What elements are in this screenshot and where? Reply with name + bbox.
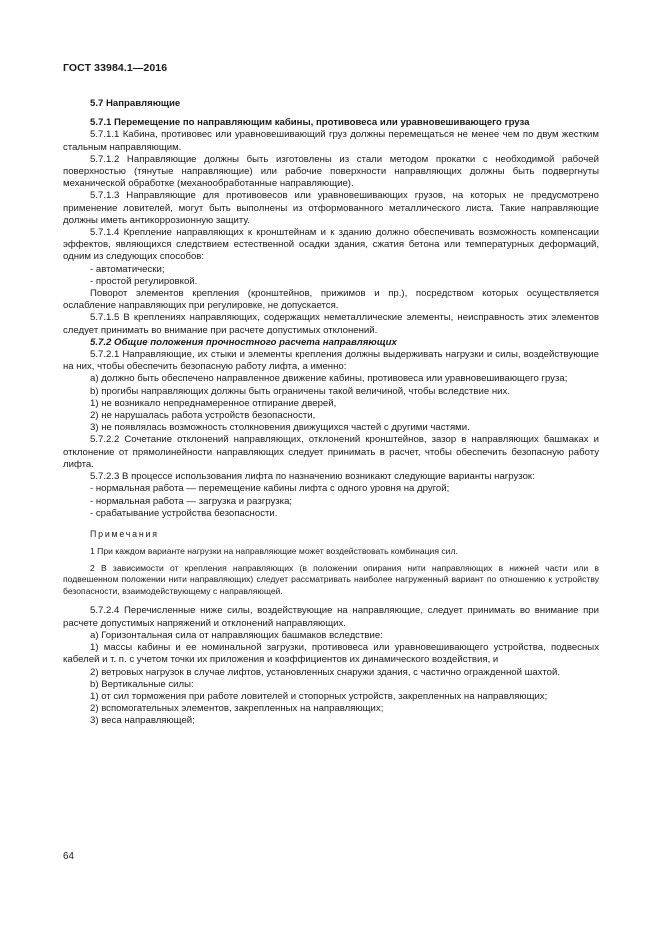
- paragraph: 5.7.1.1 Кабина, противовес или уравновешивающий груз должны перемещаться не менее чем по двум жестким стальным направляющим.: [63, 129, 599, 153]
- list-item: b) прогибы направляющих должны быть ограничены такой величиной, чтобы вследствие них.: [90, 385, 510, 397]
- note-item: 1 При каждом варианте нагрузки на направляющие может воздействовать комбинация сил.: [90, 546, 458, 557]
- paragraph: 5.7.1.2 Направляющие должны быть изготовлены из стали методом прокатки с необходимой рабочей поверхностью (тянутые направляющие) или рабочие поверхности направляющих должны быть подвергнуты механической обработке (механообработанные направляющие).: [63, 153, 599, 190]
- list-item: 1) массы кабины и ее номинальной загрузки, противовеса или уравновешивающего устройства, подвесных кабелей и т. п. с учетом точки их приложения и коэффициентов их динамического воздействия, и: [63, 642, 599, 666]
- list-item: 2) ветровых нагрузок в случае лифтов, установленных снаружи здания, с частично огражденной шахтой.: [90, 666, 560, 678]
- paragraph: 5.7.1.3 Направляющие для противовесов или уравновешивающих грузов, на которых не предусмотрено применение ловителей, могут быть выполнены из отформованного металлического листа. Такие направляющие должны иметь антикоррозионную защиту.: [63, 190, 599, 226]
- list-item: 3) веса направляющей;: [90, 715, 195, 727]
- paragraph: Поворот элементов крепления (кронштейнов, прижимов и пр.), посредством которых осуществляется ослабление направляющих при регулировке, не допускается.: [63, 288, 599, 312]
- page-number: 64: [63, 851, 74, 862]
- section-title: 5.7 Направляющие: [90, 98, 181, 109]
- list-item: a) должно быть обеспечено направленное движение кабины, противовеса или уравновешивающего груза;: [90, 373, 568, 385]
- list-item: - нормальная работа — перемещение кабины лифта с одного уровня на другой;: [90, 483, 450, 495]
- list-item: 1) от сил торможения при работе ловителей и стопорных устройств, закрепленных на направляющих;: [90, 690, 548, 702]
- paragraph: 5.7.1.4 Крепление направляющих к кронштейнам и к зданию должно обеспечивать возможность компенсации эффектов, являющихся следствием естественной осадки здания, сжатия бетона или температурных деформаций, одним из следующих способов:: [63, 227, 599, 263]
- list-item: - простой регулировкой.: [90, 275, 198, 287]
- list-item: a) Горизонтальная сила от направляющих башмаков вследствие:: [90, 629, 383, 641]
- list-item: - автоматически;: [90, 263, 165, 275]
- list-item: b) Вертикальные силы:: [90, 678, 194, 690]
- paragraph: 5.7.2.2 Сочетание отклонений направляющих, отклонений кронштейнов, зазор в направляющих башмаках и отклонение от прямолинейности направляющих следует принимать в расчет, чтобы обеспечить безопасную работу лифта.: [63, 434, 599, 470]
- paragraph: 5.7.2.4 Перечисленные ниже силы, воздействующие на направляющие, следует принимать во внимание при расчете допустимых напряжений и отклонений направляющих.: [63, 605, 599, 629]
- paragraph: 5.7.2.1 Направляющие, их стыки и элементы крепления должны выдерживать нагрузки и силы, воздействующие на них, чтобы обеспечить безопасную работу лифта, а именно:: [63, 349, 599, 373]
- note-item: 2 В зависимости от крепления направляющих (в положении опирания нити направляющих в нижней части или в подвешенном положении нити направляющих) следует рассматривать наиболее нагруженный вариант по отношению к устройству безопасности, взаимодействующему с направляющей.: [63, 562, 599, 596]
- list-item: 2) не нарушалась работа устройств безопасности,: [90, 410, 316, 422]
- paragraph: 5.7.1.5 В креплениях направляющих, содержащих неметаллические элементы, неисправность этих элементов следует принимать во внимание при расчете допустимых отклонений.: [63, 312, 599, 336]
- notes-title: Примечания: [90, 528, 159, 539]
- list-item: - срабатывание устройства безопасности.: [90, 507, 278, 519]
- paragraph: 5.7.2.3 В процессе использования лифта по назначению возникают следующие варианты нагрузок:: [90, 471, 535, 483]
- list-item: 2) вспомогательных элементов, закрепленных на направляющих;: [90, 703, 384, 715]
- subsection-heading: 5.7.1 Перемещение по направляющим кабины, противовеса или уравновешивающего груза: [90, 117, 530, 129]
- page-content: [63, 98, 599, 728]
- list-item: 3) не появлялась возможность столкновения движущихся частей с другими частями.: [90, 422, 470, 434]
- list-item: 1) не возникало непреднамеренное отпирание дверей,: [90, 397, 337, 409]
- list-item: - нормальная работа — загрузка и разгрузка;: [90, 495, 293, 507]
- document-header: ГОСТ 33984.1—2016: [63, 62, 168, 74]
- subsection-heading: 5.7.2 Общие положения прочностного расчета направляющих: [90, 336, 397, 348]
